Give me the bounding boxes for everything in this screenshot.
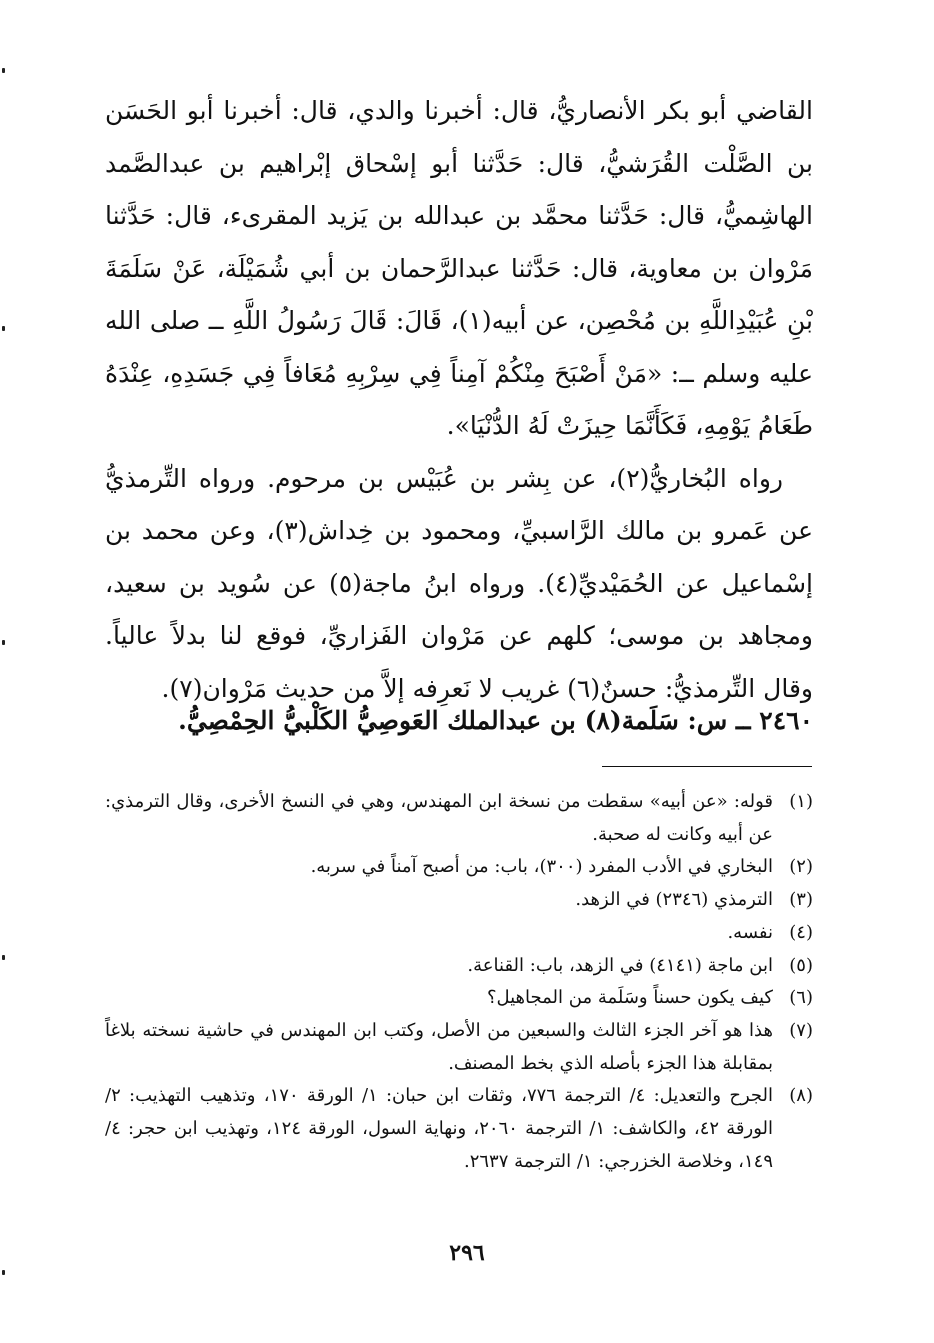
footnote <box>105 851 813 884</box>
footnotes <box>105 786 813 1178</box>
footnote <box>105 917 813 950</box>
footnote-number: (٣) <box>789 889 813 911</box>
footnote-separator <box>602 766 812 767</box>
margin-mark <box>2 1270 5 1275</box>
footnote <box>105 982 813 1015</box>
footnote <box>105 950 813 983</box>
footnote-number: (٤) <box>789 921 813 943</box>
footnote-text: هذا هو آخر الجزء الثالث والسبعين من الأصل، وكتب ابن المهندس في حاشية نسخته بلاغاً بمقابلة هذا الجزء بأصله الذي بخط المصنف. <box>105 1019 773 1074</box>
entry-heading: ٢٤٦٠ ــ س: سَلَمة(٨) بن عبدالملك العَوصِيُّ الكَلْبيُّ الحِمْصِيُّ. <box>178 706 813 735</box>
hadith-paragraph: القاضي أبو بكر الأنصاريُّ، قال: أخبرنا والدي، قال: أخبرنا أبو الحَسَن بن الصَّلْت القُرَشيُّ، قال: حَدَّثنا أبو إسْحاق إبْراهيم بن عبدالصَّمد الهاشِميُّ، قال: حَدَّثنا محمَّد بن عبدالله بن يَزيد المقرىء، قال: حَدَّثنا مَرْوان بن معاوية، قال: حَدَّثنا عبدالرَّحمان بن أبي شُمَيْلَة، عَنْ سَلَمَةَ بْنِ عُبَيْدِاللَّهِ بن مُحْصِن، عن أبيه(١)، قَالَ: قَالَ رَسُولُ اللَّهِ ــ صلى الله عليه وسلم ــ: «مَنْ أَصْبَحَ مِنْكُمْ آمِناً فِي سِرْبِهِ مُعَافاً فِي جَسَدِهِ، عِنْدَهُ طَعَامُ يَوْمِهِ، فَكَأَنَّمَا حِيزَتْ لَهُ الدُّنْيَا». <box>105 96 813 440</box>
footnote-text: ابن ماجة (٤١٤١) في الزهد، باب: القناعة. <box>467 954 773 976</box>
footnote-number: (٢) <box>789 856 813 878</box>
margin-mark <box>2 326 5 331</box>
footnote <box>105 1080 813 1178</box>
main-text <box>105 85 813 715</box>
footnote-text: كيف يكون حسناً وسَلَمة من المجاهيل؟ <box>486 987 773 1009</box>
margin-mark <box>2 955 5 960</box>
page-number: ٢٩٦ <box>449 1240 485 1266</box>
footnote <box>105 786 813 851</box>
footnote-number: (٦) <box>789 987 813 1009</box>
margin-mark <box>2 640 5 645</box>
footnote-number: (٥) <box>789 954 813 976</box>
footnote-text: قوله: «عن أبيه» سقطت من نسخة ابن المهندس، وهي في النسخ الأخرى، وقال الترمذي: عن أبيه وكانت له صحبة. <box>105 791 773 845</box>
footnote-text: البخاري في الأدب المفرد (٣٠٠)، باب: من أصبح آمناً في سربه. <box>310 856 773 878</box>
footnote <box>105 1015 813 1080</box>
margin-mark <box>2 68 5 73</box>
footnote <box>105 884 813 917</box>
footnote-text: الجرح والتعديل: ٤/ الترجمة ٧٧٦، وثقات ابن حبان: ١/ الورقة ١٧٠، وتذهيب التهذيب: ٢/ الورقة ٤٢، والكاشف: ١/ الترجمة ٢٠٦٠، ونهاية السول، الورقة ١٢٤، وتهذيب ابن حجر: ٤/ ١٤٩، وخلاصة الخزرجي: ١/ الترجمة ٢٦٣٧. <box>105 1085 774 1172</box>
footnote-number: (٨) <box>789 1085 813 1107</box>
takhrij-paragraph: رواه البُخاريُّ(٢)، عن بِشر بن عُبَيْس بن مرحوم. ورواه التِّرمذيُّ عن عَمرو بن مالك الرَّاسبيِّ، ومحمود بن خِداش(٣)، وعن محمد بن إسْماعيل عن الحُمَيْديِّ(٤). ورواه ابنُ ماجة(٥) عن سُويد بن سعيد، ومجاهد بن موسى؛ كلهم عن مَرْوان الفَزاريِّ، فوقع لنا بدلاً عالياً. وقال التِّرمذيُّ: حسنٌ(٦) غريب لا نَعرِفه إلاَّ من حديث مَرْوان(٧). <box>105 463 813 703</box>
footnote-number: (١) <box>789 791 813 812</box>
footnote-text: نفسه. <box>727 921 773 943</box>
footnote-text: الترمذي (٢٣٤٦) في الزهد. <box>575 889 773 911</box>
footnote-number: (٧) <box>789 1019 813 1041</box>
